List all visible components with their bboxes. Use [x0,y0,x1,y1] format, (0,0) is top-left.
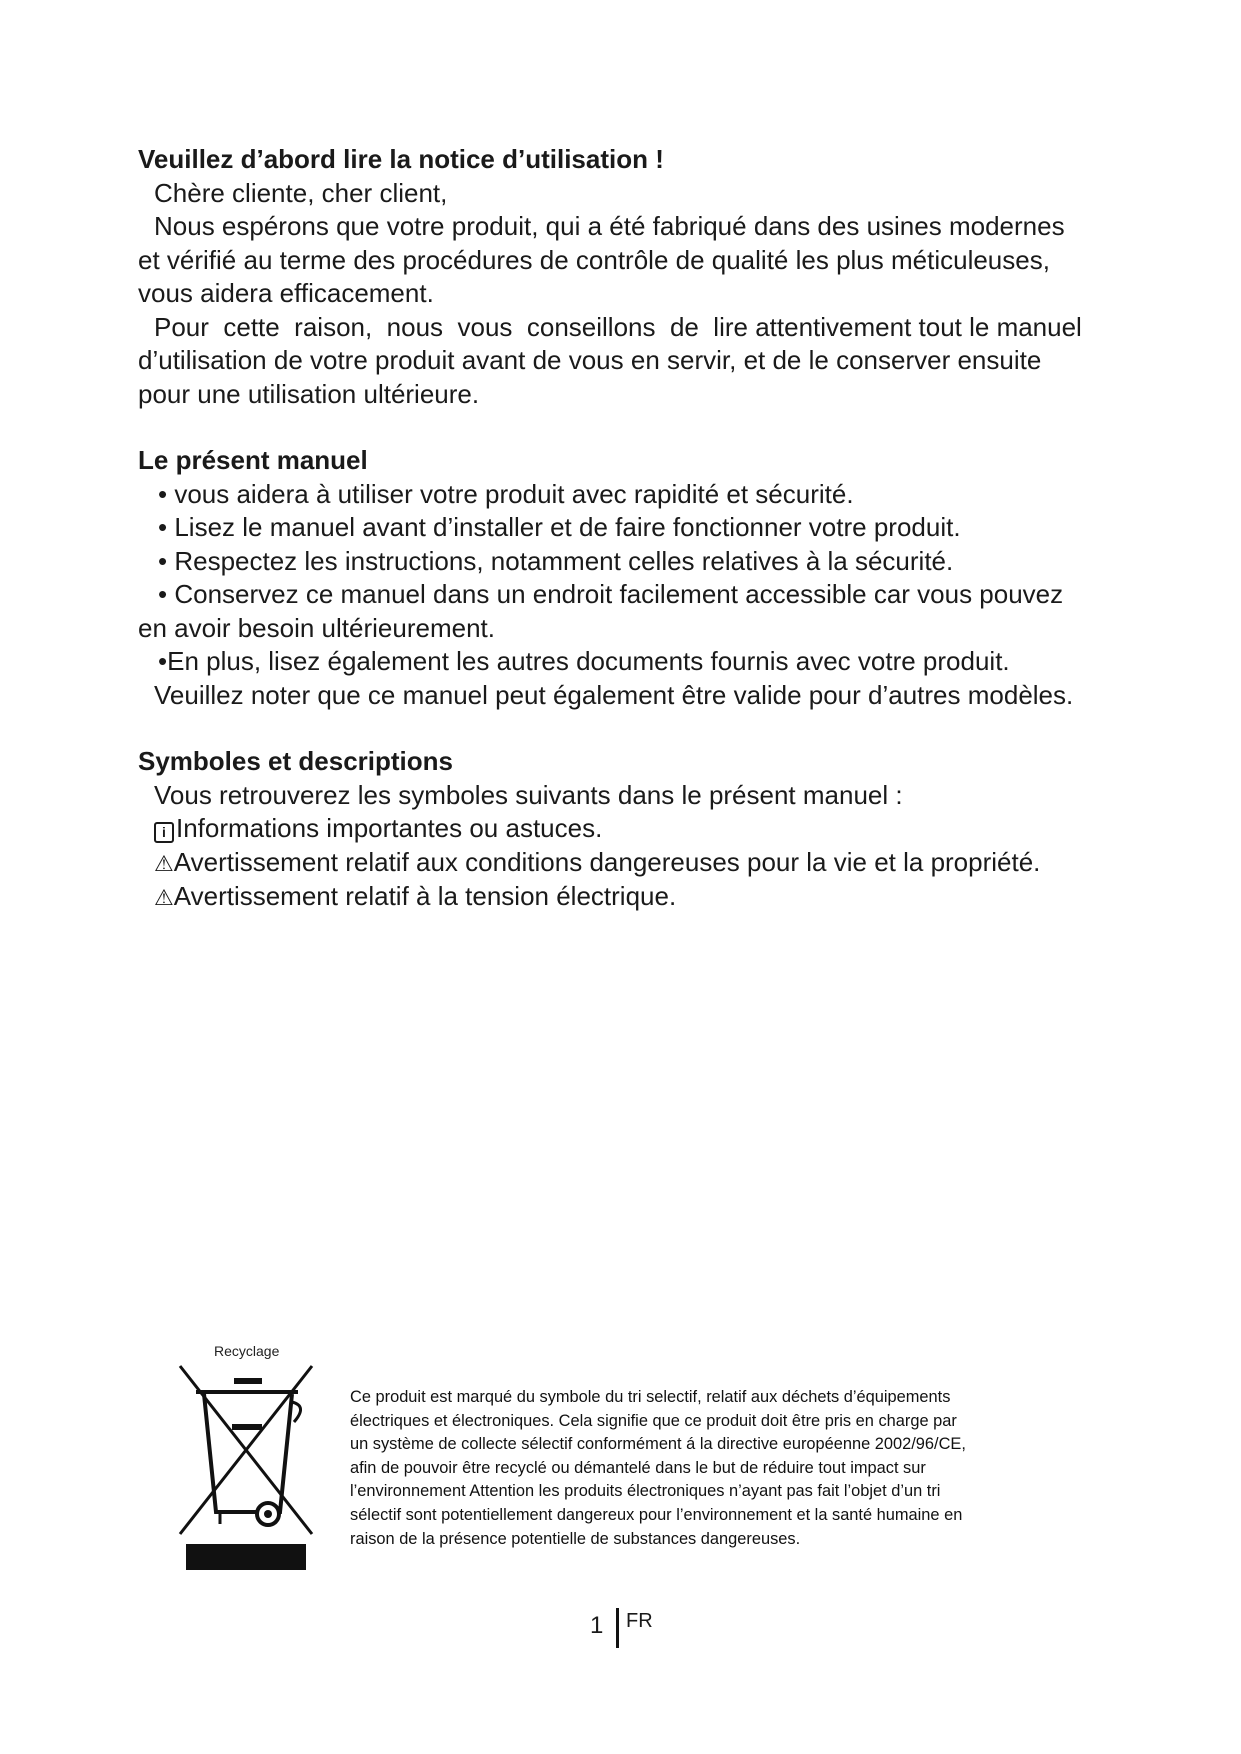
intro-para1-line2: et vérifié au terme des procédures de contrôle de qualité les plus méticuleuses, [138,244,1050,275]
recycling-line-7: raison de la présence potentielle de substances dangereuses. [350,1529,801,1548]
symbol-warning-row [138,846,1128,881]
greeting: Chère cliente, cher client, [154,177,448,208]
crossed-bin-icon [176,1362,316,1572]
symbol-voltage-row [138,880,1128,915]
recycling-line-4: afin de pouvoir être recyclé ou démantelé dans le but de réduire tout impact sur [350,1458,926,1477]
recycling-line-6: sélectif sont potentiellement dangereux pour l’environnement et la santé humaine en [350,1505,963,1524]
page-number: 1 [590,1612,604,1639]
symbol-voltage-text: Avertissement relatif à la tension électrique. [173,881,677,911]
intro-para2-line3: pour une utilisation ultérieure. [138,378,480,409]
recycling-line-1: Ce produit est marqué du symbole du tri selectif, relatif aux déchets d’équipements [350,1388,951,1406]
recycling-line-3: un système de collecte sélectif conformément á la directive européenne 2002/96/CE, [350,1435,966,1454]
manual-title: Le présent manuel [138,445,368,475]
manual-note: Veuillez noter que ce manuel peut également être valide pour d’autres modèles. [154,679,1074,710]
symbol-warning-text: Avertissement relatif aux conditions dangereuses pour la vie et la propriété. [173,846,1041,877]
recycling-text [350,1386,1110,1551]
main-content [138,143,1128,915]
manual-bullet-3: • Respectez les instructions, notamment celles relatives à la sécurité. [158,545,954,576]
manual-bullet-1: • vous aidera à utiliser votre produit avec rapidité et sécurité. [158,478,854,509]
manual-bullet-4: • Conservez ce manuel dans un endroit facilement accessible car vous pouvez [158,579,1064,609]
voltage-warning-icon: ⚠ [154,885,174,910]
symbols-title: Symboles et descriptions [138,746,453,776]
symbol-info-row [138,812,1128,846]
symbols-intro: Vous retrouverez les symboles suivants dans le présent manuel : [154,779,903,810]
recycling-label: Recyclage [214,1343,280,1359]
symbol-info-text: Informations importantes ou astuces. [176,813,603,843]
manual-bullet-2: • Lisez le manuel avant d’installer et de faire fonctionner votre produit. [158,512,961,542]
info-icon: i [154,822,174,843]
recycling-line-2: électriques et électroniques. Cela signifie que ce produit doit être pris en charge par [350,1411,957,1430]
warning-icon: ⚠ [154,850,174,876]
language-code: FR [626,1610,653,1632]
intro-title: Veuillez d’abord lire la notice d’utilisation ! [138,144,664,174]
intro-para2-line2: d’utilisation de votre produit avant de vous en servir, et de le conserver ensuite [138,345,1042,375]
intro-para2-line1: Pour cette raison, nous vous conseillons de lire attentivement tout le manuel [154,311,1082,342]
manual-bullet-5: •En plus, lisez également les autres documents fournis avec votre produit. [158,646,1010,676]
recycling-line-5: l’environnement Attention les produits électroniques n’ayant pas fait l’objet d’un tri [350,1482,941,1501]
intro-para1-line1: Nous espérons que votre produit, qui a été fabriqué dans des usines modernes [154,211,1065,241]
footer-divider [616,1608,619,1648]
intro-para1-line3: vous aidera efficacement. [138,278,434,308]
manual-bullet-4-cont: en avoir besoin ultérieurement. [138,612,495,643]
